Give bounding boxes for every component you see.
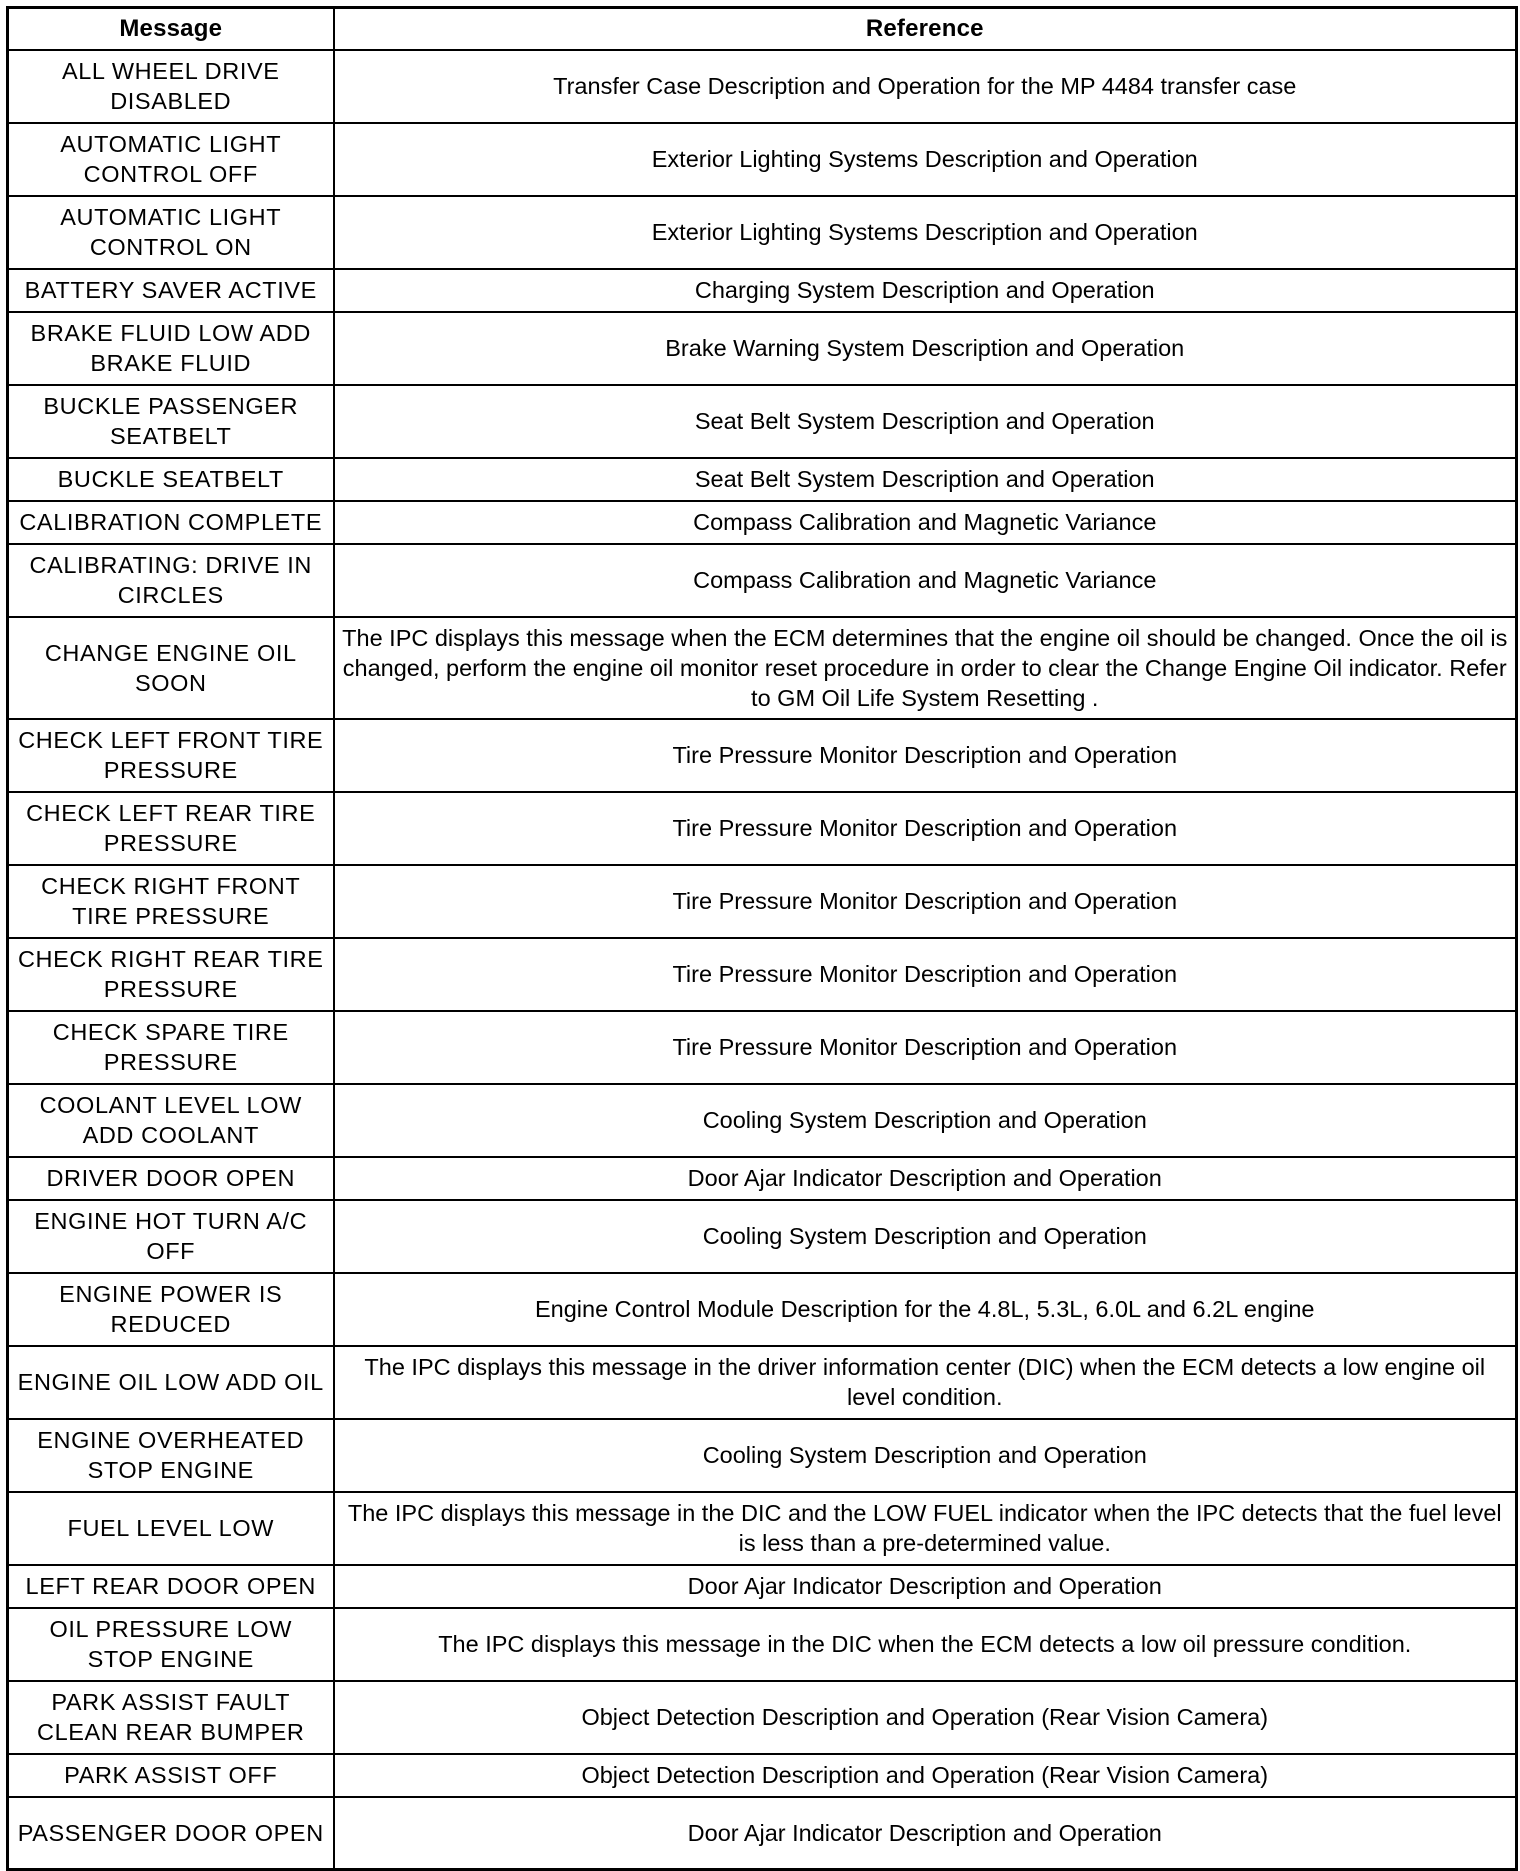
table-row bbox=[8, 1157, 1517, 1200]
message-cell: CHECK SPARE TIRE PRESSURE bbox=[8, 1011, 334, 1084]
reference-cell: Exterior Lighting Systems Description and Operation bbox=[334, 196, 1517, 269]
message-cell: BUCKLE PASSENGER SEATBELT bbox=[8, 385, 334, 458]
message-cell: AUTOMATIC LIGHT CONTROL OFF bbox=[8, 123, 334, 196]
reference-cell: Tire Pressure Monitor Description and Operation bbox=[334, 938, 1517, 1011]
table-row bbox=[8, 617, 1517, 719]
reference-cell: Object Detection Description and Operation (Rear Vision Camera) bbox=[334, 1681, 1517, 1754]
message-cell: PASSENGER DOOR OPEN bbox=[8, 1797, 334, 1870]
message-cell: PARK ASSIST FAULT CLEAN REAR BUMPER bbox=[8, 1681, 334, 1754]
message-cell: CHECK RIGHT REAR TIRE PRESSURE bbox=[8, 938, 334, 1011]
table-row bbox=[8, 1273, 1517, 1346]
message-cell: ENGINE POWER IS REDUCED bbox=[8, 1273, 334, 1346]
table-row bbox=[8, 1754, 1517, 1797]
reference-cell: Engine Control Module Description for the 4.8L, 5.3L, 6.0L and 6.2L engine bbox=[334, 1273, 1517, 1346]
message-cell: COOLANT LEVEL LOW ADD COOLANT bbox=[8, 1084, 334, 1157]
reference-cell: Object Detection Description and Operation (Rear Vision Camera) bbox=[334, 1754, 1517, 1797]
reference-cell: Charging System Description and Operation bbox=[334, 269, 1517, 312]
table-row bbox=[8, 312, 1517, 385]
table-row bbox=[8, 1346, 1517, 1419]
message-cell: DRIVER DOOR OPEN bbox=[8, 1157, 334, 1200]
message-cell: CHANGE ENGINE OIL SOON bbox=[8, 617, 334, 719]
table-row bbox=[8, 196, 1517, 269]
message-cell: AUTOMATIC LIGHT CONTROL ON bbox=[8, 196, 334, 269]
reference-cell: Seat Belt System Description and Operation bbox=[334, 458, 1517, 501]
reference-cell: Cooling System Description and Operation bbox=[334, 1200, 1517, 1273]
reference-cell: Door Ajar Indicator Description and Operation bbox=[334, 1157, 1517, 1200]
table-row bbox=[8, 544, 1517, 617]
table-row bbox=[8, 501, 1517, 544]
reference-cell: Door Ajar Indicator Description and Operation bbox=[334, 1797, 1517, 1870]
table-row bbox=[8, 123, 1517, 196]
message-cell: FUEL LEVEL LOW bbox=[8, 1492, 334, 1565]
reference-cell: Brake Warning System Description and Operation bbox=[334, 312, 1517, 385]
reference-cell: Cooling System Description and Operation bbox=[334, 1084, 1517, 1157]
reference-cell: Tire Pressure Monitor Description and Operation bbox=[334, 1011, 1517, 1084]
message-cell: BATTERY SAVER ACTIVE bbox=[8, 269, 334, 312]
table-row bbox=[8, 1608, 1517, 1681]
column-header-reference: Reference bbox=[334, 8, 1517, 50]
column-header-message: Message bbox=[8, 8, 334, 50]
reference-cell: Compass Calibration and Magnetic Variance bbox=[334, 501, 1517, 544]
message-cell: LEFT REAR DOOR OPEN bbox=[8, 1565, 334, 1608]
header-row bbox=[8, 8, 1517, 50]
table-row bbox=[8, 792, 1517, 865]
message-cell: CHECK LEFT REAR TIRE PRESSURE bbox=[8, 792, 334, 865]
message-cell: PARK ASSIST OFF bbox=[8, 1754, 334, 1797]
message-cell: ENGINE HOT TURN A/C OFF bbox=[8, 1200, 334, 1273]
table-row bbox=[8, 1011, 1517, 1084]
message-cell: ENGINE OVERHEATED STOP ENGINE bbox=[8, 1419, 334, 1492]
table-row bbox=[8, 269, 1517, 312]
reference-cell: The IPC displays this message in the DIC when the ECM detects a low oil pressure condition. bbox=[334, 1608, 1517, 1681]
table-row bbox=[8, 1084, 1517, 1157]
message-cell: CALIBRATION COMPLETE bbox=[8, 501, 334, 544]
table-row bbox=[8, 1492, 1517, 1565]
message-cell: OIL PRESSURE LOW STOP ENGINE bbox=[8, 1608, 334, 1681]
table-row bbox=[8, 719, 1517, 792]
table-row bbox=[8, 1565, 1517, 1608]
table-row bbox=[8, 1200, 1517, 1273]
message-reference-table bbox=[6, 6, 1518, 1871]
reference-cell: Compass Calibration and Magnetic Variance bbox=[334, 544, 1517, 617]
message-cell: CHECK RIGHT FRONT TIRE PRESSURE bbox=[8, 865, 334, 938]
message-cell: CALIBRATING: DRIVE IN CIRCLES bbox=[8, 544, 334, 617]
message-cell: CHECK LEFT FRONT TIRE PRESSURE bbox=[8, 719, 334, 792]
message-cell: ENGINE OIL LOW ADD OIL bbox=[8, 1346, 334, 1419]
reference-cell: Tire Pressure Monitor Description and Operation bbox=[334, 865, 1517, 938]
reference-cell: The IPC displays this message in the DIC and the LOW FUEL indicator when the IPC detects that the fuel level is less than a pre-determined value. bbox=[334, 1492, 1517, 1565]
reference-cell: Tire Pressure Monitor Description and Operation bbox=[334, 792, 1517, 865]
table-row bbox=[8, 1419, 1517, 1492]
table-row bbox=[8, 50, 1517, 123]
reference-cell: Door Ajar Indicator Description and Operation bbox=[334, 1565, 1517, 1608]
message-cell: BRAKE FLUID LOW ADD BRAKE FLUID bbox=[8, 312, 334, 385]
table-row bbox=[8, 458, 1517, 501]
reference-cell: Transfer Case Description and Operation for the MP 4484 transfer case bbox=[334, 50, 1517, 123]
table-row bbox=[8, 865, 1517, 938]
table-row bbox=[8, 1681, 1517, 1754]
reference-cell: Cooling System Description and Operation bbox=[334, 1419, 1517, 1492]
message-cell: ALL WHEEL DRIVE DISABLED bbox=[8, 50, 334, 123]
message-cell: BUCKLE SEATBELT bbox=[8, 458, 334, 501]
reference-cell: Exterior Lighting Systems Description and Operation bbox=[334, 123, 1517, 196]
table-row bbox=[8, 1797, 1517, 1870]
reference-cell: Tire Pressure Monitor Description and Operation bbox=[334, 719, 1517, 792]
reference-cell: The IPC displays this message when the ECM determines that the engine oil should be changed. Once the oil is changed, perform the engine oil monitor reset procedure in order to clear the Change Engine Oil indicator. Refer to GM Oil Life System Resetting . bbox=[334, 617, 1517, 719]
table-row bbox=[8, 385, 1517, 458]
reference-cell: The IPC displays this message in the driver information center (DIC) when the ECM detects a low engine oil level condition. bbox=[334, 1346, 1517, 1419]
table-row bbox=[8, 938, 1517, 1011]
reference-cell: Seat Belt System Description and Operation bbox=[334, 385, 1517, 458]
